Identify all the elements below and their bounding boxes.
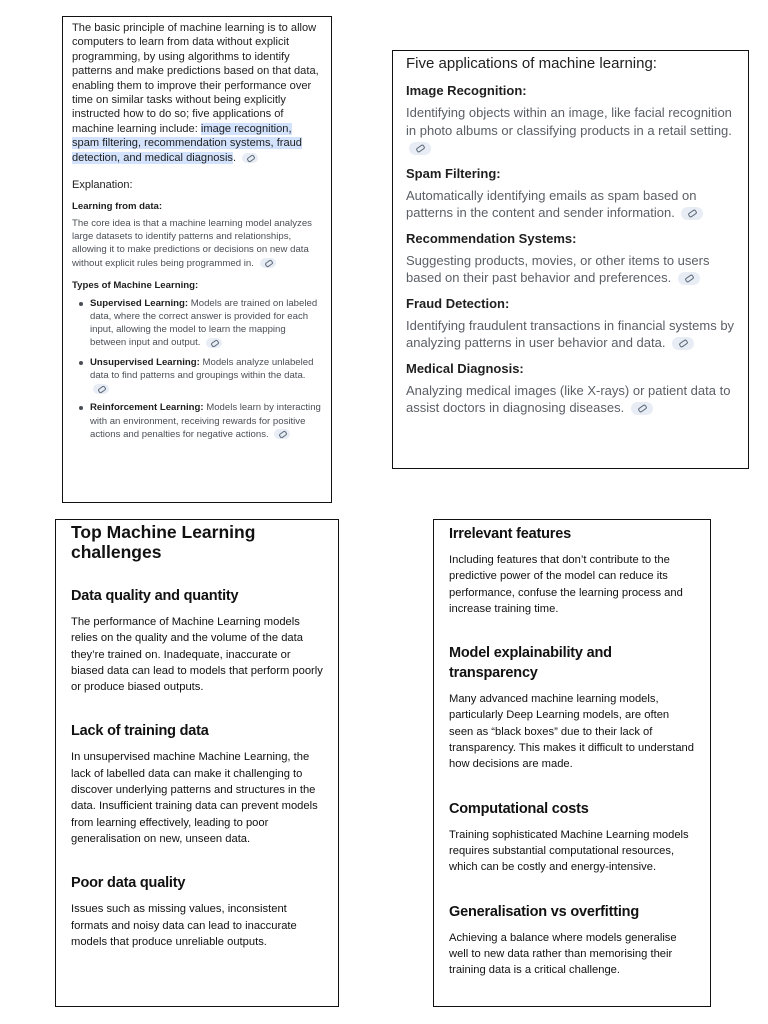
list-item [90, 401, 321, 441]
application-desc [406, 317, 736, 352]
list-item [90, 356, 321, 396]
challenges-title: Top Machine Learning challenges [71, 522, 256, 562]
application-name: Fraud Detection: [406, 295, 510, 311]
challenge-text: The performance of Machine Learning models relies on the quality and the volume of the data they’re trained on. Inadequate, inaccurate or biased data can lead to models that perform poorly or produce biased outputs. [71, 616, 323, 694]
challenge-heading: Irrelevant features [449, 526, 571, 542]
link-icon[interactable] [672, 337, 694, 350]
challenge-section [71, 586, 324, 695]
challenge-section [71, 721, 324, 847]
intro-paragraph [72, 21, 321, 165]
types-heading: Types of Machine Learning: [72, 279, 199, 291]
intro-text: The basic principle of machine learning is to allow computers to learn from data without explicit programming, by using algorithms to identify patterns and make predictions based on that data, enabling them to improve their performance over time on similar tasks without being explicitly instructed how to do so; five applications of machine learning include: [72, 22, 319, 135]
application-desc-text: Identifying fraudulent transactions in financial systems by analyzing patterns in user behavior and data. [406, 317, 735, 350]
challenge-text: Achieving a balance where models generalise well to new data rather than memorising their training data is a critical challenge. [449, 931, 677, 977]
intro-end: . [232, 151, 237, 164]
application-item [406, 165, 736, 222]
link-icon[interactable] [93, 384, 109, 394]
challenge-text: In unsupervised machine Machine Learning, the lack of labelled data can make it challenging to discover underlying patterns and structures in the data. Insufficient training data can prevent models from learning effectively, leading to poor generalisation on new, unseen data. [71, 751, 318, 845]
learning-text [72, 217, 321, 270]
link-icon[interactable] [678, 272, 700, 285]
application-name: Image Recognition: [406, 83, 527, 98]
link-icon[interactable] [681, 207, 703, 220]
application-name: Spam Filtering: [406, 165, 501, 181]
application-name: Medical Diagnosis: [406, 360, 524, 376]
application-desc-text: Analyzing medical images (like X-rays) or patient data to assist doctors in diagnosing diseases. [406, 382, 731, 415]
ml-principle-panel [62, 16, 332, 503]
challenge-text: Training sophisticated Machine Learning models requires substantial computational resources, which can be costly and energy-intensive. [449, 828, 689, 874]
application-desc [406, 187, 736, 222]
challenge-section [71, 873, 324, 950]
challenge-section [449, 524, 696, 617]
types-list [72, 297, 321, 441]
challenge-heading: Poor data quality [71, 875, 186, 892]
type-term: Reinforcement Learning: [90, 402, 204, 414]
intro-highlight[interactable]: image recognition, spam filtering, recommendation systems, fraud detection, and medical diagnosis [72, 122, 302, 164]
application-item [406, 295, 736, 352]
application-item [406, 230, 736, 287]
application-desc-text: Identifying objects within an image, like facial recognition in photo albums or classifying products in a retail setting. [406, 105, 732, 138]
application-desc-text: Suggesting products, movies, or other items to users based on their past behavior and preferences. [406, 252, 710, 285]
challenge-heading: Data quality and quantity [71, 588, 239, 604]
list-item [90, 297, 321, 350]
application-desc [406, 252, 736, 287]
type-term: Supervised Learning: [90, 297, 189, 309]
application-desc [406, 104, 736, 157]
application-item [406, 360, 736, 417]
ml-challenges-panel [55, 519, 339, 1007]
application-item [406, 82, 736, 157]
challenge-section [449, 799, 696, 876]
link-icon[interactable] [631, 402, 653, 415]
link-icon[interactable] [409, 142, 431, 155]
challenge-heading: Model explainability and transparency [449, 645, 612, 682]
challenge-text: Including features that don’t contribute to the predictive power of the model can reduce its performance, confuse the learning process and increase training time. [449, 554, 683, 615]
ml-applications-panel [392, 50, 749, 469]
challenge-section [449, 643, 696, 772]
type-desc: Models analyze unlabeled data to find patterns and groupings within the data. [90, 356, 314, 381]
learning-heading: Learning from data: [72, 201, 163, 213]
applications-title: Five applications of machine learning: [406, 55, 657, 72]
ml-challenges-continued-panel [433, 519, 711, 1007]
learning-text-body: The core idea is that a machine learning model analyzes large datasets to identify patterns and relationships, allowing it to make predictions or decisions on new data without explicit rules being programmed in. [72, 218, 312, 269]
application-name: Recommendation Systems: [406, 230, 577, 246]
link-icon[interactable] [274, 429, 290, 439]
application-desc [406, 382, 736, 417]
explanation-title: Explanation: [72, 179, 133, 192]
challenge-heading: Generalisation vs overfitting [449, 903, 639, 920]
application-desc-text: Automatically identifying emails as spam based on patterns in the content and sender information. [406, 187, 697, 220]
type-term: Unsupervised Learning: [90, 356, 200, 368]
link-icon[interactable] [260, 258, 276, 268]
type-desc: Models are trained on labeled data, where the correct answer is provided for each input, allowing the model to learn the mapping between input and output. [90, 297, 318, 349]
challenge-text: Issues such as missing values, inconsistent formats and noisy data can lead to inaccurate models that produce unreliable outputs. [71, 903, 297, 948]
link-icon[interactable] [242, 153, 258, 163]
challenge-heading: Lack of training data [71, 723, 209, 740]
challenge-heading: Computational costs [449, 800, 589, 817]
challenge-section [449, 902, 696, 979]
challenge-text: Many advanced machine learning models, particularly Deep Learning models, are often seen as “black boxes” due to their lack of transparency. This makes it difficult to understand how decisions are made. [449, 693, 695, 771]
link-icon[interactable] [206, 338, 222, 348]
type-desc: Models learn by interacting with an environment, receiving rewards for positive actions and penalties for negative actions. [90, 402, 321, 440]
